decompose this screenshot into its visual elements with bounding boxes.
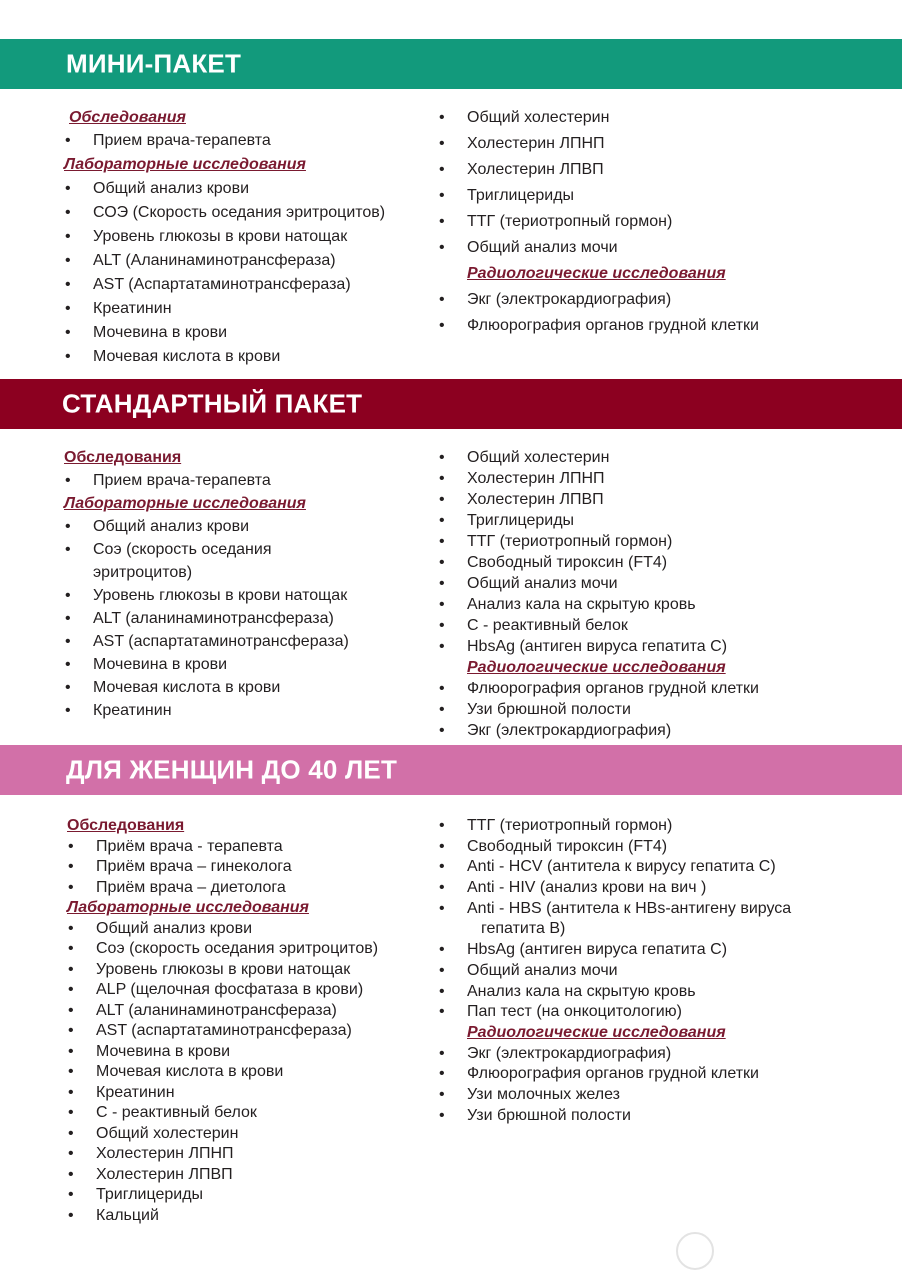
women-package-title: ДЛЯ ЖЕНЩИН ДО 40 ЛЕТ: [66, 754, 398, 785]
list-item: • Общий анализ мочи: [439, 239, 618, 256]
bullet-icon: •: [68, 940, 74, 957]
bullet-icon: •: [439, 858, 445, 876]
list-item: • Холестерин ЛПВП: [439, 161, 604, 178]
list-item: • Холестерин ЛПВП: [68, 1165, 233, 1183]
list-item: • СОЭ (Скорость оседания эритроцитов): [65, 204, 386, 221]
bullet-icon: •: [68, 1206, 74, 1224]
bullet-icon: •: [439, 317, 445, 334]
list-item-continuation: эритроцитов): [93, 564, 193, 581]
list-item: • Экг (электрокардиография): [439, 291, 672, 308]
list-item: • Холестерин ЛПНП: [68, 1145, 234, 1162]
bullet-icon: •: [68, 919, 74, 937]
bullet-icon: •: [439, 722, 445, 739]
list-item: • Общий анализ мочи: [439, 575, 618, 592]
bullet-icon: •: [439, 161, 445, 178]
women-left-column: [67, 817, 378, 1227]
list-item: • Уровень глюкозы в крови натощак: [65, 228, 348, 245]
bullet-icon: •: [65, 300, 71, 317]
bullet-icon: •: [68, 1083, 74, 1101]
list-item: • ТТГ (териотропный гормон): [439, 817, 673, 834]
bullet-icon: •: [65, 679, 71, 696]
bullet-icon: •: [439, 291, 445, 308]
bullet-icon: •: [65, 633, 71, 650]
bullet-icon: •: [68, 1104, 74, 1121]
bullet-icon: •: [68, 1145, 74, 1162]
standard-left-column: [64, 449, 349, 725]
list-item: • Триглицериды: [439, 187, 575, 204]
list-item: • Флюорография органов грудной клетки: [439, 1065, 759, 1083]
list-item: • AST (Аспартатаминотрансфераза): [65, 276, 351, 293]
mini-radio-heading: Радиологические исследования: [467, 265, 726, 282]
bullet-icon: •: [439, 1003, 445, 1021]
women-right-column: [438, 817, 791, 1127]
women-exam-heading: Обследования: [67, 817, 185, 834]
list-item: • Анализ кала на скрытую кровь: [439, 982, 696, 1000]
list-item: • Триглицериды: [68, 1186, 204, 1203]
list-item: • Общий холестерин: [439, 449, 610, 466]
bullet-icon: •: [439, 879, 445, 897]
bullet-icon: •: [65, 348, 71, 365]
bullet-icon: •: [65, 276, 71, 293]
bullet-icon: •: [68, 960, 74, 978]
list-item: • ТТГ (териотропный гормон): [439, 533, 673, 550]
list-item: • Триглицериды: [439, 512, 575, 529]
list-item: • Общий холестерин: [439, 109, 610, 126]
bullet-icon: •: [65, 132, 71, 149]
list-item: • AST (аспартатаминотрансфераза): [68, 1022, 352, 1039]
mini-right-column: [438, 109, 759, 343]
watermark-icon: [676, 1232, 714, 1270]
bullet-icon: •: [65, 472, 71, 489]
bullet-icon: •: [439, 554, 445, 571]
list-item: • Свободный тироксин (FT4): [439, 554, 668, 571]
list-item: • Соэ (скорость оседания эритроцитов): [68, 940, 379, 957]
bullet-icon: •: [439, 187, 445, 204]
list-item: • С - реактивный белок: [68, 1104, 257, 1121]
mini-left-column: [64, 109, 385, 372]
bullet-icon: •: [65, 702, 71, 719]
list-item: • Узи брюшной полости: [439, 701, 631, 718]
list-item: • С - реактивный белок: [439, 617, 628, 634]
list-item: • Общий холестерин: [68, 1124, 239, 1142]
list-item: • Мочевая кислота в крови: [68, 1063, 284, 1080]
bullet-icon: •: [68, 878, 74, 896]
list-item: • Мочевина в крови: [65, 656, 228, 673]
bullet-icon: •: [439, 533, 445, 550]
bullet-icon: •: [68, 1165, 74, 1183]
list-item: • Экг (электрокардиография): [439, 722, 672, 739]
list-item: • Креатинин: [65, 702, 172, 719]
bullet-icon: •: [439, 941, 445, 959]
bullet-icon: •: [68, 1124, 74, 1142]
list-item: • Anti - HIV (анализ крови на вич ): [439, 879, 707, 897]
list-item: • Мочевая кислота в крови: [65, 348, 281, 365]
bullet-icon: •: [439, 575, 445, 592]
bullet-icon: •: [65, 587, 71, 604]
list-item: • Приём врача – гинеколога: [68, 858, 292, 875]
bullet-icon: •: [439, 470, 445, 487]
bullet-icon: •: [439, 1044, 445, 1062]
bullet-icon: •: [439, 701, 445, 718]
bullet-icon: •: [65, 610, 71, 627]
bullet-icon: •: [439, 1106, 445, 1124]
bullet-icon: •: [65, 324, 71, 341]
list-item: • Свободный тироксин (FT4): [439, 837, 668, 855]
bullet-icon: •: [65, 656, 71, 673]
list-item: • Уровень глюкозы в крови натощак: [65, 587, 348, 604]
list-item: • Anti - HCV (антитела к вирусу гепатита С): [439, 858, 776, 876]
standard-package-header: [0, 379, 902, 429]
list-item: • Анализ кала на скрытую кровь: [439, 596, 696, 613]
list-item: • ТТГ (териотропный гормон): [439, 213, 673, 230]
bullet-icon: •: [68, 1186, 74, 1203]
list-item: • Экг (электрокардиография): [439, 1044, 672, 1062]
list-item: • Мочевина в крови: [68, 1042, 231, 1060]
bullet-icon: •: [439, 491, 445, 508]
list-item: • HbsAg (антиген вируса гепатита С): [439, 638, 728, 655]
bullet-icon: •: [68, 837, 74, 855]
list-item: • AST (аспартатаминотрансфераза): [65, 633, 349, 650]
bullet-icon: •: [439, 638, 445, 655]
bullet-icon: •: [65, 204, 71, 221]
list-item: • Флюорография органов грудной клетки: [439, 680, 759, 697]
list-item: • ALT (Аланинаминотрансфераза): [65, 252, 336, 269]
list-item: • Приём врача – диетолога: [68, 878, 286, 896]
women-lab-heading: Лабораторные исследования: [67, 899, 309, 916]
list-item: • Холестерин ЛПНП: [439, 135, 605, 152]
list-item: • ALT (аланинаминотрансфераза): [68, 1001, 337, 1019]
bullet-icon: •: [68, 1063, 74, 1080]
bullet-icon: •: [439, 837, 445, 855]
list-item: • Креатинин: [65, 300, 172, 317]
list-item: • Прием врача-терапевта: [65, 132, 271, 149]
list-item: • Приём врача - терапевта: [68, 837, 283, 855]
bullet-icon: •: [439, 596, 445, 613]
bullet-icon: •: [439, 213, 445, 230]
list-item: • Прием врача-терапевта: [65, 472, 271, 489]
list-item: • Общий анализ крови: [65, 180, 250, 197]
standard-package-title: СТАНДАРТНЫЙ ПАКЕТ: [62, 388, 363, 419]
mini-exam-heading: Обследования: [69, 109, 186, 126]
list-item-continuation: гепатита В): [481, 920, 566, 938]
list-item: • Флюорография органов грудной клетки: [439, 317, 759, 334]
bullet-icon: •: [65, 228, 71, 245]
bullet-icon: •: [439, 1065, 445, 1083]
standard-right-column: [438, 449, 759, 743]
bullet-icon: •: [439, 982, 445, 1000]
bullet-icon: •: [439, 239, 445, 256]
bullet-icon: •: [439, 899, 445, 917]
women-package-header: [0, 745, 902, 795]
bullet-icon: •: [439, 449, 445, 466]
bullet-icon: •: [68, 981, 74, 998]
list-item: • ALP (щелочная фосфатаза в крови): [68, 981, 364, 998]
bullet-icon: •: [439, 680, 445, 697]
list-item: • Холестерин ЛПВП: [439, 491, 604, 508]
standard-radio-heading: Радиологические исследования: [467, 659, 726, 676]
bullet-icon: •: [65, 518, 71, 535]
bullet-icon: •: [65, 252, 71, 269]
bullet-icon: •: [65, 541, 71, 558]
bullet-icon: •: [65, 180, 71, 197]
mini-package-title: МИНИ-ПАКЕТ: [66, 48, 242, 79]
list-item: • Общий анализ крови: [65, 518, 250, 535]
list-item: • Anti - HBS (антитела к HBs-антигену вируса: [439, 899, 792, 917]
bullet-icon: •: [68, 1001, 74, 1019]
list-item: • Общий анализ крови: [68, 919, 253, 937]
list-item: • HbsAg (антиген вируса гепатита С): [439, 941, 728, 959]
bullet-icon: •: [439, 1085, 445, 1103]
standard-lab-heading: Лабораторные исследования: [64, 495, 306, 512]
bullet-icon: •: [439, 109, 445, 126]
list-item: • Креатинин: [68, 1083, 175, 1101]
list-item: • Пап тест (на онкоцитологию): [439, 1003, 682, 1021]
list-item: • Мочевая кислота в крови: [65, 679, 281, 696]
standard-exam-heading: Обследования: [64, 449, 182, 466]
bullet-icon: •: [439, 817, 445, 834]
list-item: • Холестерин ЛПНП: [439, 470, 605, 487]
list-item: • Узи молочных желез: [439, 1085, 620, 1103]
bullet-icon: •: [439, 512, 445, 529]
mini-package-header: [0, 39, 902, 89]
bullet-icon: •: [439, 961, 445, 979]
list-item: • Кальций: [68, 1206, 159, 1224]
women-radio-heading: Радиологические исследования: [467, 1023, 726, 1041]
list-item: • ALT (аланинаминотрансфераза): [65, 610, 334, 627]
list-item: • Уровень глюкозы в крови натощак: [68, 960, 351, 978]
bullet-icon: •: [439, 617, 445, 634]
mini-lab-heading: Лабораторные исследования: [64, 156, 306, 173]
bullet-icon: •: [68, 858, 74, 875]
bullet-icon: •: [439, 135, 445, 152]
list-item: • Общий анализ мочи: [439, 961, 618, 979]
list-item: • Мочевина в крови: [65, 324, 228, 341]
bullet-icon: •: [68, 1042, 74, 1060]
list-item: • Соэ (скорость оседания: [65, 541, 272, 558]
bullet-icon: •: [68, 1022, 74, 1039]
list-item: • Узи брюшной полости: [439, 1106, 631, 1124]
